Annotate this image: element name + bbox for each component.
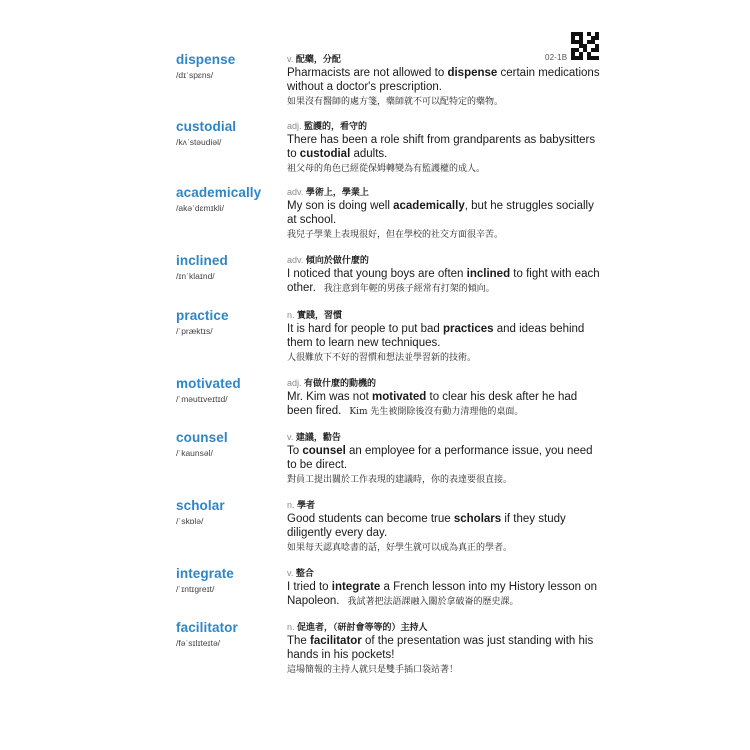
headword: practice <box>176 308 229 323</box>
phonetic: /ˈkaunsəl/ <box>176 448 213 458</box>
headword: dispense <box>176 52 236 67</box>
part-of-speech <box>287 430 341 443</box>
headword: integrate <box>176 566 234 581</box>
phonetic: /ˈpræktɪs/ <box>176 326 213 336</box>
headword: academically <box>176 185 262 200</box>
example-keyword: scholars <box>453 513 502 525</box>
example-sentence <box>287 66 605 109</box>
example-sentence <box>287 133 605 176</box>
chinese-translation: 人很難放下不好的習慣和想法並學習新的技術。 <box>287 353 477 363</box>
chinese-translation: 我試著把法語課融入關於拿破崙的歷史課。 <box>347 597 519 607</box>
pos-meaning: 學者 <box>297 500 316 510</box>
example-text: To <box>287 445 303 457</box>
chinese-translation: 如果沒有醫師的處方箋，藥師就不可以配特定的藥物。 <box>287 97 504 107</box>
headword: facilitator <box>176 620 238 635</box>
phonetic: /ɪnˈklaɪnd/ <box>176 271 215 281</box>
headword: scholar <box>176 498 225 513</box>
pos-tag: adj. <box>287 378 302 388</box>
phonetic: /ˈɪntɪgreɪt/ <box>176 584 215 594</box>
example-text: to clear his desk after he had been fired. <box>287 391 578 417</box>
example-text: of the presentation was just standing with his hands in his pockets! <box>287 635 594 661</box>
example-sentence <box>287 322 605 365</box>
pos-meaning: 學術上，學業上 <box>305 187 369 197</box>
chinese-translation: Kim 先生被開除後沒有動力清理他的桌面。 <box>349 407 524 417</box>
example-keyword: custodial <box>299 148 351 160</box>
part-of-speech <box>287 376 376 389</box>
part-of-speech <box>287 566 314 579</box>
example-text: Pharmacists are not allowed to <box>287 67 448 79</box>
example-sentence <box>287 580 605 609</box>
pos-meaning: 實踐，習慣 <box>297 310 343 320</box>
qr-code-icon[interactable] <box>571 32 599 60</box>
example-sentence <box>287 390 605 419</box>
headword: motivated <box>176 376 241 391</box>
chinese-translation: 祖父母的角色已經從保姆轉變為有監護權的成人。 <box>287 164 486 174</box>
pos-meaning: 傾向於做什麼的 <box>305 255 369 265</box>
example-keyword: inclined <box>466 268 511 280</box>
phonetic: /ˈməutɪveɪtɪd/ <box>176 394 228 404</box>
example-sentence <box>287 512 605 555</box>
phonetic: /ˈskɒlə/ <box>176 516 204 526</box>
example-sentence <box>287 199 605 242</box>
example-sentence <box>287 267 605 296</box>
part-of-speech <box>287 119 367 132</box>
example-keyword: academically <box>393 200 465 212</box>
example-text: The <box>287 635 311 647</box>
headword: custodial <box>176 119 237 134</box>
pos-tag: adv. <box>287 187 304 197</box>
part-of-speech <box>287 498 315 511</box>
pos-tag: adj. <box>287 121 302 131</box>
pos-meaning: 建議，勸告 <box>295 432 341 442</box>
pos-meaning: 監護的，看守的 <box>304 121 368 131</box>
chinese-translation: 對員工提出關於工作表現的建議時，你的表達要很直接。 <box>287 475 513 485</box>
example-text: certain medications without a doctor's prescription. <box>287 67 600 93</box>
pos-tag: v. <box>287 54 294 64</box>
part-of-speech <box>287 620 428 633</box>
phonetic: /kʌˈstəudiəl/ <box>176 137 222 147</box>
part-of-speech <box>287 253 369 266</box>
example-text: if they study diligently every day. <box>287 513 566 539</box>
example-text: There has been a role shift from grandparents as babysitters to <box>287 134 596 160</box>
example-text: an employee for a performance issue, you need to be direct. <box>287 445 593 471</box>
pos-meaning: 有做什麼的動機的 <box>304 378 377 388</box>
headword: inclined <box>176 253 228 268</box>
example-keyword: dispense <box>447 67 498 79</box>
example-text: , but he struggles socially at school. <box>287 200 594 226</box>
example-text: I noticed that young boys are often <box>287 268 467 280</box>
pos-meaning: 促進者，（研討會等等的）主持人 <box>297 622 428 632</box>
page-code: 02-1B <box>545 53 568 62</box>
chinese-translation: 我兒子學業上表現很好，但在學校的社交方面很辛苦。 <box>287 230 504 240</box>
pos-tag: adv. <box>287 255 304 265</box>
example-text: Mr. Kim was not <box>287 391 372 403</box>
part-of-speech <box>287 52 341 65</box>
part-of-speech <box>287 185 369 198</box>
example-text: I tried to <box>287 581 332 593</box>
example-text: My son is doing well <box>287 200 394 212</box>
phonetic: /akəˈdɛmɪkli/ <box>176 203 225 213</box>
part-of-speech <box>287 308 342 321</box>
chinese-translation: 我注意到年輕的男孩子經常有打架的傾向。 <box>323 284 495 294</box>
example-keyword: facilitator <box>310 635 362 647</box>
example-keyword: counsel <box>302 445 346 457</box>
pos-tag: v. <box>287 568 294 578</box>
example-keyword: motivated <box>372 391 427 403</box>
example-sentence <box>287 444 605 487</box>
example-keyword: integrate <box>331 581 381 593</box>
headword: counsel <box>176 430 228 445</box>
example-text: to fight with each other. <box>287 268 600 294</box>
example-text: a French lesson into my History lesson on Napoleon. <box>287 581 598 607</box>
example-sentence <box>287 634 605 677</box>
pos-meaning: 配藥，分配 <box>295 54 341 64</box>
phonetic: /dɪˈspɛns/ <box>176 70 214 80</box>
chinese-translation: 這場簡報的主持人就只是雙手插口袋站著！ <box>287 665 459 675</box>
pos-tag: n. <box>287 500 295 510</box>
example-keyword: practices <box>443 323 494 335</box>
pos-tag: n. <box>287 310 295 320</box>
pos-tag: n. <box>287 622 295 632</box>
example-text: adults. <box>350 148 388 160</box>
example-text: It is hard for people to put bad <box>287 323 443 335</box>
pos-meaning: 整合 <box>295 568 314 578</box>
example-text: Good students can become true <box>287 513 454 525</box>
chinese-translation: 如果每天認真唸書的話，好學生就可以成為真正的學者。 <box>287 543 513 553</box>
pos-tag: v. <box>287 432 294 442</box>
phonetic: /fəˈsɪlɪteɪtə/ <box>176 638 221 648</box>
example-text: and ideas behind them to learn new techniques. <box>287 323 585 349</box>
